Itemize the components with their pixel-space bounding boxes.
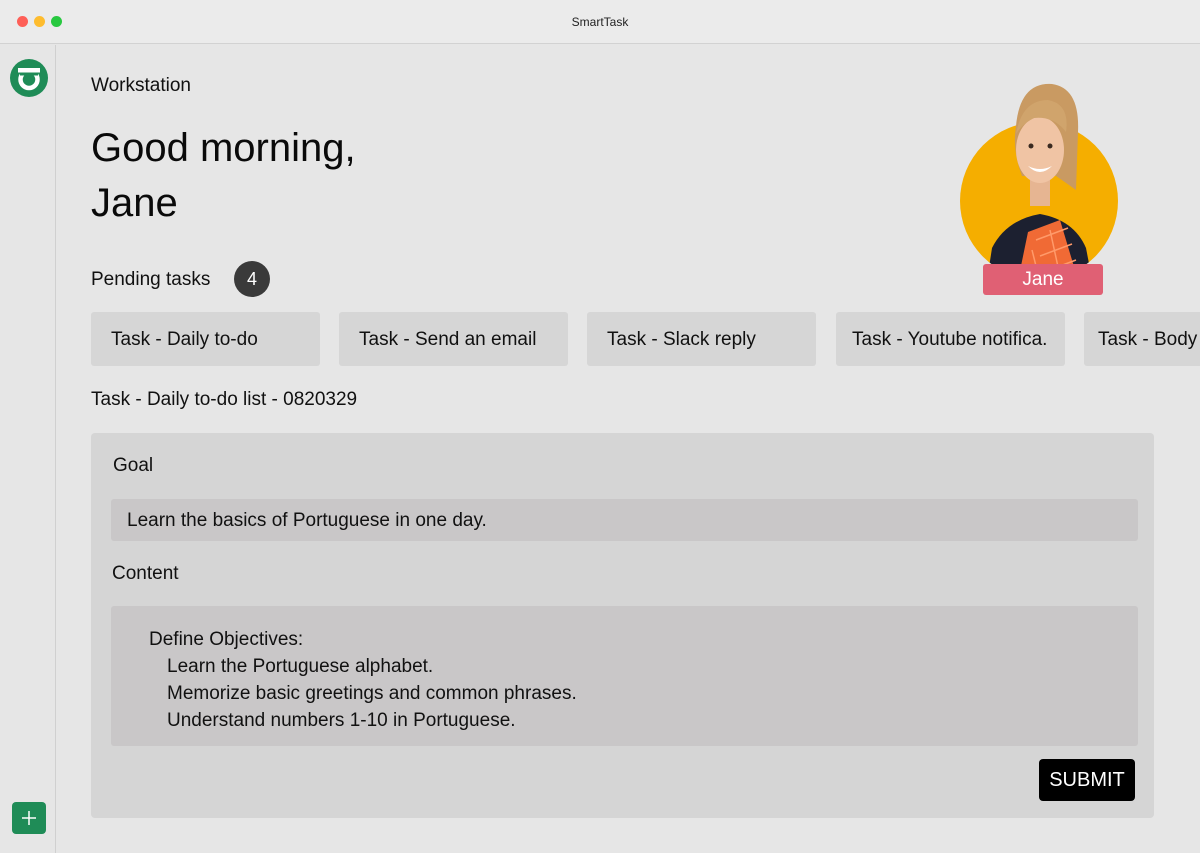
main-content bbox=[56, 45, 1200, 853]
content-line: Learn the Portuguese alphabet. bbox=[167, 656, 434, 677]
greeting-line-2: Jane bbox=[91, 181, 178, 225]
content-line: Define Objectives: bbox=[149, 629, 304, 650]
user-name-badge[interactable]: Jane bbox=[983, 264, 1103, 295]
task-tab-daily-todo[interactable]: Task - Daily to-do bbox=[91, 312, 320, 366]
task-tab-body[interactable]: Task - Body bbox=[1084, 312, 1200, 366]
plus-icon bbox=[12, 802, 46, 834]
content-textarea[interactable] bbox=[111, 606, 1138, 746]
task-detail-title: Task - Daily to-do list - 0820329 bbox=[91, 389, 358, 410]
goal-input[interactable]: Learn the basics of Portuguese in one day. bbox=[111, 499, 1138, 541]
task-tab-youtube[interactable]: Task - Youtube notifica. bbox=[836, 312, 1065, 366]
sidebar bbox=[0, 45, 56, 853]
task-tab-send-email[interactable]: Task - Send an email bbox=[339, 312, 568, 366]
pending-count-badge: 4 bbox=[234, 261, 270, 297]
greeting-line-1: Good morning, bbox=[91, 126, 356, 170]
content-label: Content bbox=[112, 563, 179, 584]
content-line: Understand numbers 1-10 in Portuguese. bbox=[167, 710, 516, 731]
greeting-heading bbox=[91, 121, 356, 231]
task-tab-slack-reply[interactable]: Task - Slack reply bbox=[587, 312, 816, 366]
window-title: SmartTask bbox=[571, 15, 629, 29]
task-detail-panel bbox=[91, 433, 1154, 818]
task-tabs bbox=[91, 312, 1200, 366]
submit-button[interactable]: SUBMIT bbox=[1039, 759, 1135, 801]
goal-label: Goal bbox=[113, 455, 154, 476]
title-bar bbox=[0, 0, 1200, 44]
content-line: Memorize basic greetings and common phrases. bbox=[167, 683, 577, 704]
add-task-button[interactable] bbox=[12, 802, 46, 834]
workspace-label: Workstation bbox=[91, 75, 191, 96]
smarttask-logo-icon[interactable] bbox=[10, 59, 48, 97]
pending-tasks-label: Pending tasks bbox=[91, 269, 211, 290]
